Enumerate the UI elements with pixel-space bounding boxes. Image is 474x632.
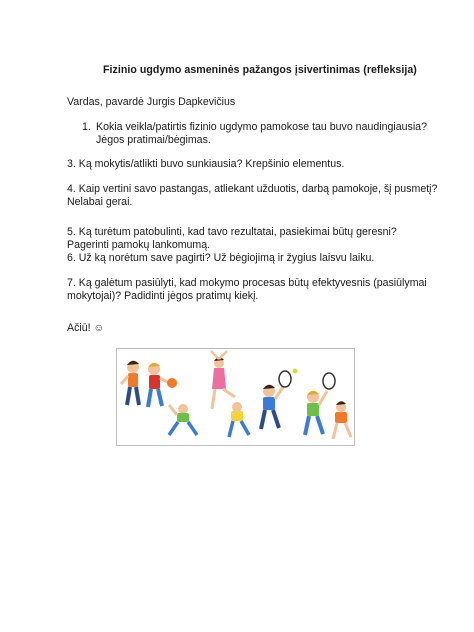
boy-in-red-figure <box>148 363 177 407</box>
question-7-line-2: mokytojai)? Padidinti jėgos pratimų kiekį. <box>67 290 259 302</box>
question-number: 1. <box>82 121 91 133</box>
tennis-player-figure <box>261 369 298 430</box>
stretching-kid-figure <box>169 404 197 435</box>
gymnast-girl-figure <box>211 351 235 409</box>
name-line: Vardas, pavardė Jurgis Dapkevičius <box>67 96 236 108</box>
kids-sports-drawing <box>117 349 354 445</box>
question-3: 3. Ką mokytis/atlikti buvo sunkiausia? Krepšinio elementus. <box>67 158 345 170</box>
question-1-text: Kokia veikla/patirtis fizinio ugdymo pamokose tau buvo naudingiausia? <box>96 121 427 133</box>
bending-kid-figure <box>229 402 249 437</box>
boy-with-ball-figure <box>121 361 139 405</box>
running-girl-figure <box>333 401 351 439</box>
question-6: 6. Už ką norėtum save pagirti? Už bėgiojimą ir žygius laisvu laiku. <box>67 252 375 264</box>
sports-children-illustration <box>116 348 355 446</box>
tennis-player-2-figure <box>305 373 335 435</box>
question-4-line-2: Nelabai gerai. <box>67 196 133 208</box>
question-5-line-2: Pagerinti pamokų lankomumą. <box>67 239 211 251</box>
question-7-line-1: 7. Ką galėtum pasiūlyti, kad mokymo procesas būtų efektyvesnis (pasiūlymai <box>67 277 427 289</box>
question-5-line-1: 5. Ką turėtum patobulinti, kad tavo rezultatai, pasiekimai būtų geresni? <box>67 226 397 238</box>
document-title: Fizinio ugdymo asmeninės pažangos įsivertinimas (refleksija) <box>103 64 417 76</box>
closing-thanks: Ačiū! ☺ <box>67 322 105 334</box>
question-4-line-1: 4. Kaip vertini savo pastangas, atliekant užduotis, darbą pamokoje, šį pusmetį? <box>67 183 438 195</box>
question-1-answer: Jėgos pratimai/bėgimas. <box>96 134 211 146</box>
